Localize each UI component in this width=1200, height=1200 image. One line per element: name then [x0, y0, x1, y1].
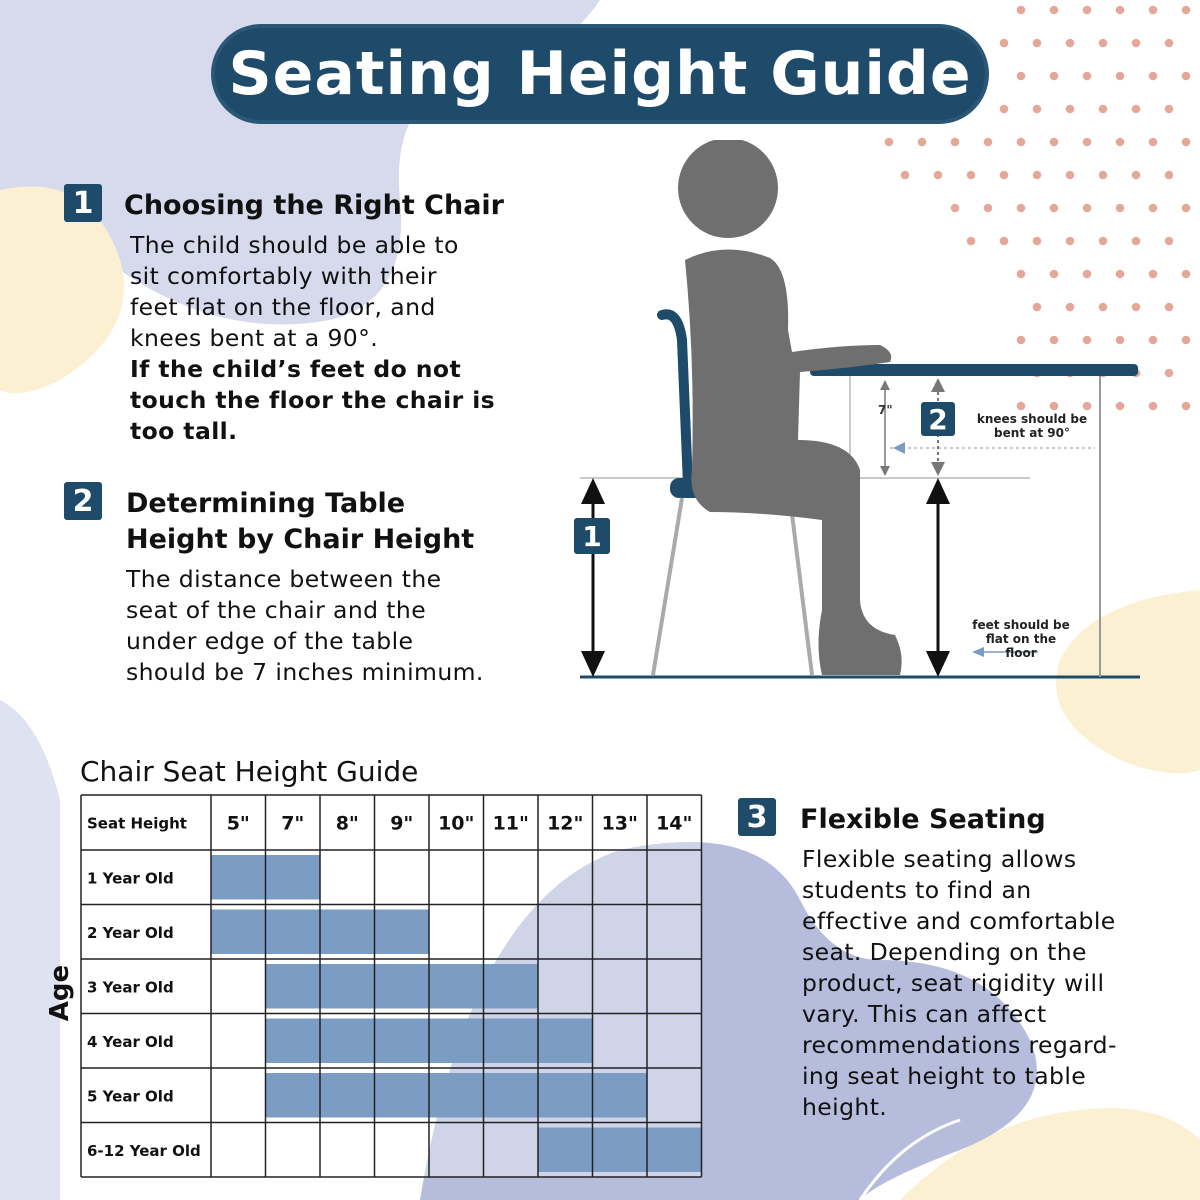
chair-leg-back [790, 498, 812, 675]
dot [1083, 72, 1092, 81]
row-label: 5 Year Old [87, 1087, 174, 1106]
dot [1165, 39, 1174, 48]
section3-body-line: height. [802, 1093, 888, 1121]
dot [1182, 270, 1191, 279]
dot [1182, 6, 1191, 15]
section2-title [126, 486, 474, 558]
title-banner [215, 28, 985, 120]
dot [1083, 6, 1092, 15]
section2-number-badge: 2 [64, 482, 102, 520]
chair-leg-front [653, 498, 682, 675]
dot [1017, 6, 1026, 15]
dot [1165, 105, 1174, 114]
section1-warning-line: too tall. [130, 417, 238, 445]
child-silhouette [678, 140, 902, 675]
age-axis-label: Age [45, 964, 75, 1022]
row-label: 2 Year Old [87, 923, 174, 942]
section3-body-line: students to find an [802, 876, 1032, 904]
dot [1017, 72, 1026, 81]
dot [1182, 402, 1191, 411]
dot [1116, 6, 1125, 15]
column-header: 10" [438, 812, 475, 835]
knees-note [968, 412, 1096, 440]
section2-body-line: seat of the chair and the [126, 596, 427, 624]
dot [1033, 39, 1042, 48]
dot [1099, 39, 1108, 48]
section2-body [126, 564, 546, 688]
section1-body-line: The child should be able to [130, 231, 459, 259]
corner-label: Seat Height [87, 814, 187, 833]
knees-note-line: knees should be [976, 412, 1088, 426]
section2-title-line: Determining Table [126, 488, 406, 519]
column-header: 9" [390, 812, 414, 835]
section2-body-line: under edge of the table [126, 627, 414, 655]
dot [1000, 39, 1009, 48]
dot [1182, 204, 1191, 213]
feet-note-line: feet should be [972, 618, 1070, 632]
row-label: 1 Year Old [87, 869, 174, 888]
dot [1165, 171, 1174, 180]
dot [1000, 105, 1009, 114]
dot [1132, 39, 1141, 48]
section1-body-line: sit comfortably with their [130, 262, 437, 290]
row-label: 3 Year Old [87, 978, 174, 997]
range-bar [266, 964, 539, 1009]
chair-back [662, 314, 688, 485]
section2-body-line: should be 7 inches minimum. [126, 658, 484, 686]
dot [1182, 72, 1191, 81]
range-bar [266, 1073, 648, 1118]
section3-body-line: recommendations regard- [802, 1031, 1117, 1059]
column-header: 12" [547, 812, 584, 835]
section1-title: Choosing the Right Chair [124, 190, 504, 221]
lavender-blob-left [0, 700, 60, 1200]
diagram-marker-1: 1 [574, 518, 610, 554]
section2-body-line: The distance between the [126, 565, 442, 593]
dot [1066, 39, 1075, 48]
dot [1165, 237, 1174, 246]
section3-body-line: product, seat rigidity will [802, 969, 1105, 997]
section1-warning-line: If the child’s feet do not [130, 355, 462, 383]
dot [1033, 105, 1042, 114]
dot [1149, 72, 1158, 81]
section3-body [802, 844, 1182, 1123]
feet-note-line: flat on the [985, 632, 1057, 646]
section3-body-line: vary. This can affect [802, 1000, 1047, 1028]
page-title: Seating Height Guide [228, 39, 972, 109]
dot [1165, 369, 1174, 378]
column-header: 13" [601, 812, 638, 835]
column-header: 5" [226, 812, 250, 835]
section3-body-line: Flexible seating allows [802, 845, 1077, 873]
section3-number-badge: 3 [738, 798, 776, 836]
section1-number-badge: 1 [64, 184, 102, 222]
column-header: 11" [492, 812, 529, 835]
knees-note-line: bent at 90° [994, 426, 1070, 440]
section3-body-line: effective and comfortable [802, 907, 1116, 935]
chart-title: Chair Seat Height Guide [80, 755, 419, 788]
feet-note-line: floor [1005, 646, 1037, 660]
dot [1149, 6, 1158, 15]
dot [1132, 105, 1141, 114]
section1-body-line: feet flat on the floor, and [130, 293, 436, 321]
column-header: 14" [656, 812, 693, 835]
section1-warning-line: touch the floor the chair is [130, 386, 496, 414]
section2-title-line: Height by Chair Height [126, 524, 475, 555]
feet-note [958, 618, 1084, 660]
dot [1050, 6, 1059, 15]
column-header: 7" [281, 812, 305, 835]
diagram-marker-2: 2 [921, 402, 955, 436]
dot [1182, 336, 1191, 345]
row-label: 4 Year Old [87, 1032, 174, 1051]
dot [1165, 303, 1174, 312]
column-header: 8" [335, 812, 359, 835]
section1-body [130, 230, 550, 447]
seat-height-table [78, 793, 704, 1178]
section3-title: Flexible Seating [800, 804, 1046, 835]
range-bar [538, 1128, 702, 1173]
section1-body-line: knees bent at a 90°. [130, 324, 379, 352]
seven-inch-label: 7" [878, 403, 893, 417]
row-label: 6-12 Year Old [87, 1141, 201, 1160]
dot [1066, 105, 1075, 114]
section3-body-line: seat. Depending on the [802, 938, 1087, 966]
dot [1099, 105, 1108, 114]
dot [1182, 138, 1191, 147]
dot [1116, 72, 1125, 81]
dot [1050, 72, 1059, 81]
section3-body-line: ing seat height to table [802, 1062, 1087, 1090]
